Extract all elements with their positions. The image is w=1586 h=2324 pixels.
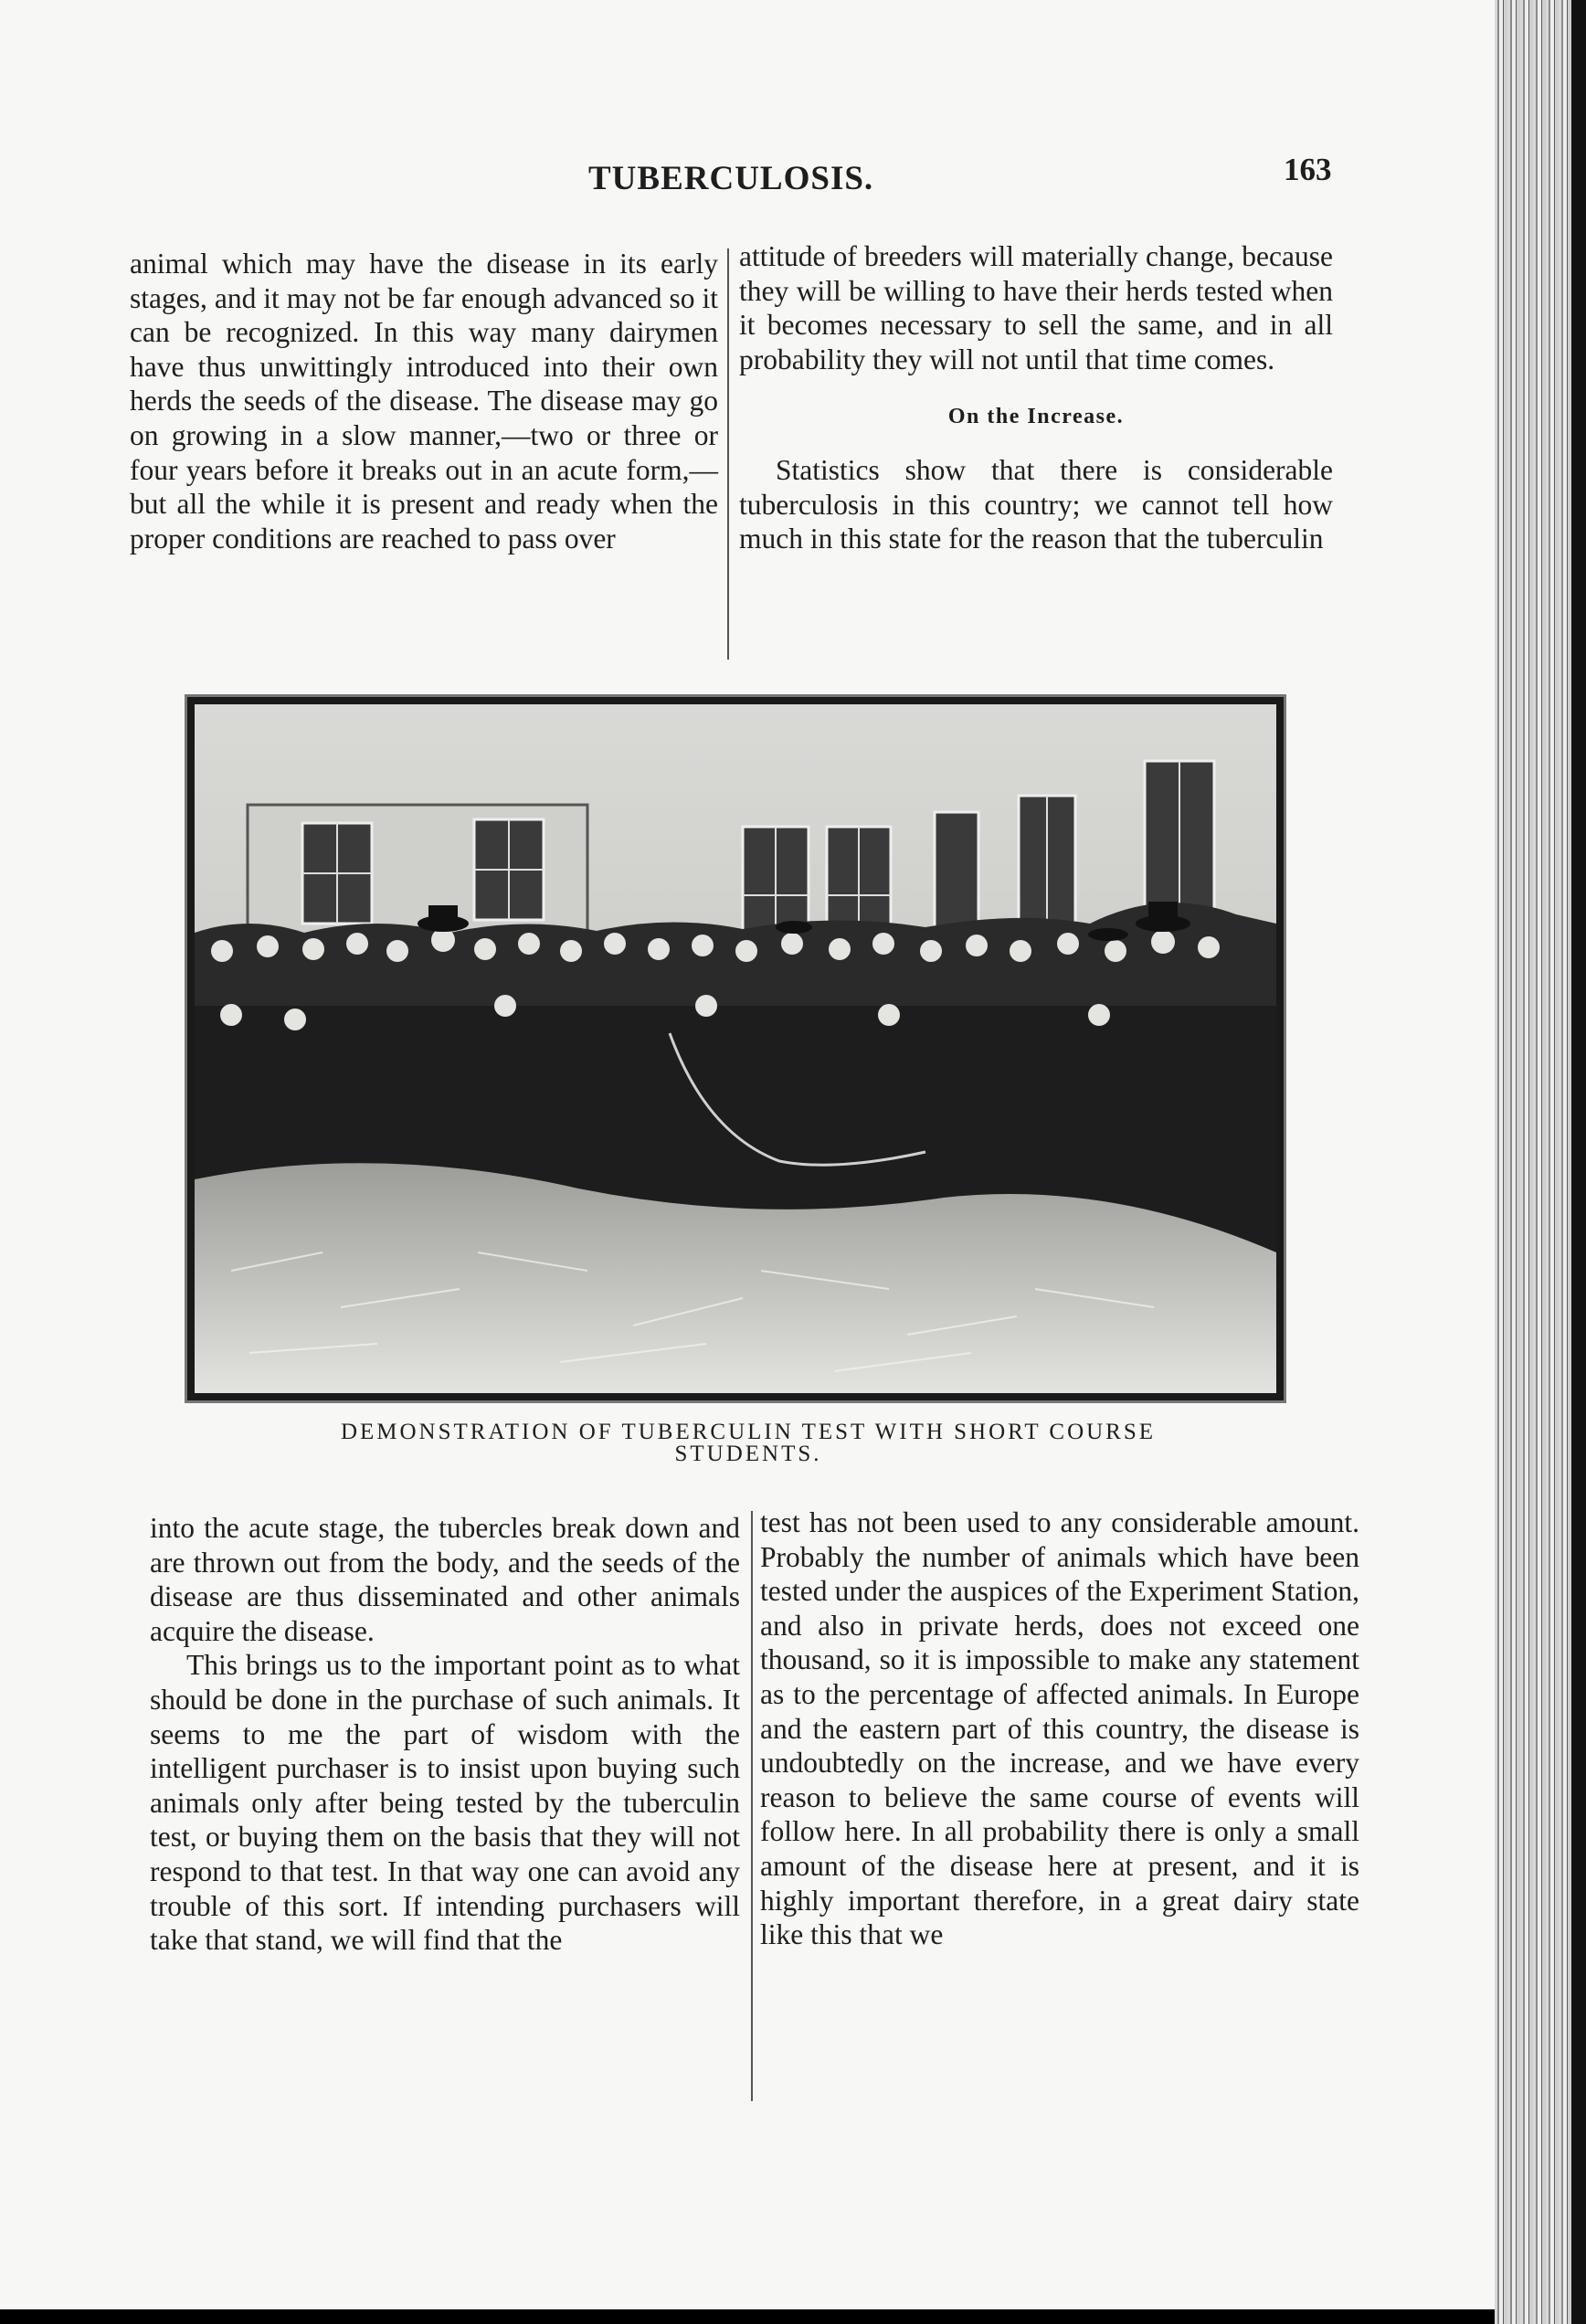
body-paragraph: This brings us to the important point as to what should be done in the purchase of such animals. It seems to me the part of wisdom with the intelligent purchaser is to insist upon buying such animals only after being tested by the tuberculin test, or buying them on the basis that they will not respond to that test. In that way one can avoid any trouble of this sort. If intending purchasers will take that stand, we will find that the [150,1649,740,1957]
bottom-right-column [760,1505,1359,1952]
running-title: TUBERCULOSIS. [588,160,874,197]
top-left-column [130,247,718,555]
group-photograph [195,704,1276,1393]
body-paragraph: test has not been used to any considerable amount. Probably the number of animals which have been tested under the auspices of the Experiment Station, and also in private herds, does not exceed one thousand, so it is impossible to make any statement as to the percentage of affected animals. In Europe and the eastern part of this country, the disease is undoubtedly on the increase, and we have every reason to believe the same course of events will follow here. In all probability there is only a small amount of the disease here at present, and it is highly important therefore, in a great dairy state like this that we [760,1506,1359,1951]
bottom-left-column [150,1511,740,1958]
body-paragraph: into the acute stage, the tubercles break down and are thrown out from the body, and the seeds of the disease are thus disseminated and other animals acquire the disease. [150,1512,740,1647]
page-number: 163 [1284,152,1332,187]
section-subheading: On the Increase. [947,405,1125,429]
top-right-column [739,239,1333,556]
body-paragraph: Statistics show that there is considerable tuberculosis in this country; we cannot tell how much in this state for the reason that the tuberculin [739,453,1333,555]
caption-line: STUDENTS. [674,1442,822,1466]
body-paragraph: attitude of breeders will materially change, because they will be willing to have their herds tested when it becomes necessary to sell the same, and in all probability they will not until that time comes. [739,240,1333,375]
figure-caption [205,1421,1292,1465]
column-rule [751,1511,753,2101]
scan-border [1571,0,1586,2324]
caption-line: DEMONSTRATION OF TUBERCULIN TEST WITH SHORT COURSE [340,1420,1157,1444]
photograph-frame [185,694,1286,1403]
column-rule [727,248,729,660]
body-paragraph: animal which may have the disease in its early stages, and it may not be far enough advanced so it can be recognized. In this way many dairymen have thus unwittingly introduced into their own herds the seeds of the disease. The disease may go on growing in a slow manner,—two or three or four years before it breaks out in an acute form,—but all the while it is present and ready when the proper conditions are reached to pass over [130,248,718,555]
